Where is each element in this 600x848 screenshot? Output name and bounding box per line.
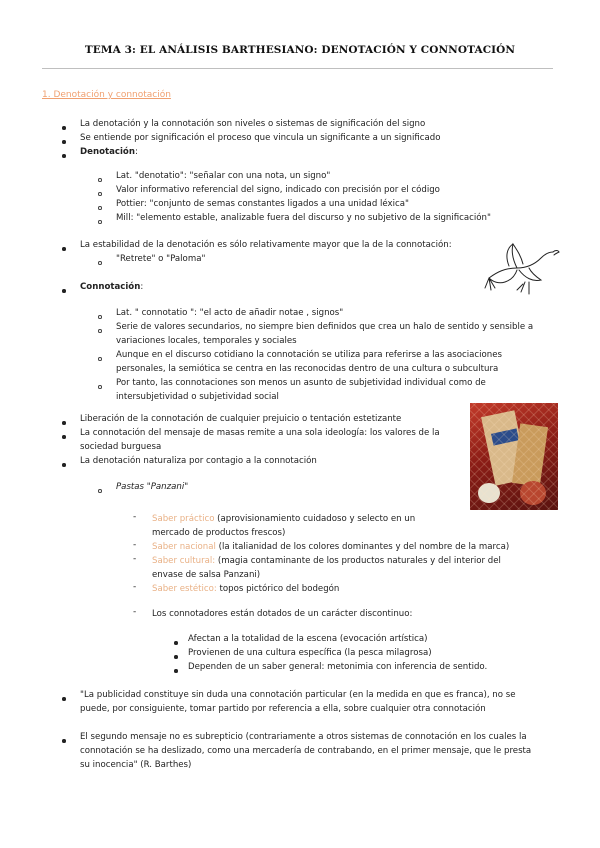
bullet (62, 289, 66, 293)
quote-line: su inocencia" (R. Barthes) (80, 760, 192, 770)
quote-line: "La publicidad constituye sin duda una connotación particular (en la medida en que es franca), no se (80, 690, 516, 700)
list-item: Pastas "Panzani" (116, 482, 189, 492)
dash-bullet: - (133, 607, 137, 617)
sub-bullet (98, 261, 102, 265)
saber-label: Saber estético: (152, 584, 217, 594)
sub-bullet (98, 192, 102, 196)
list-item: Provienen de una cultura específica (la pesca milagrosa) (188, 648, 432, 658)
quote-line: puede, por consiguiente, tomar partido por referencia a ella, sobre cualquier otra connotación (80, 704, 486, 714)
bullet (62, 126, 66, 130)
list-item: Dependen de un saber general: metonimia con inferencia de sentido. (188, 662, 488, 672)
list-item: Los connotadores están dotados de un carácter discontinuo: (152, 609, 413, 619)
saber-label: Saber práctico (152, 514, 215, 524)
dash-bullet: - (133, 512, 137, 522)
bullet (62, 739, 66, 743)
list-item: La denotación naturaliza por contagio a la connotación (80, 456, 317, 466)
section-heading: 1. Denotación y connotación (42, 90, 171, 100)
sub-bullet (98, 315, 102, 319)
saber-label: Saber cultural: (152, 556, 216, 566)
dash-bullet: - (133, 554, 137, 564)
bullet (62, 140, 66, 144)
list-item: "Retrete" o "Paloma" (116, 254, 206, 264)
bullet (62, 463, 66, 467)
list-item: Mill: "elemento estable, analizable fuera del discurso y no subjetivo de la significación" (116, 213, 491, 223)
dove-drawing-icon (483, 238, 563, 298)
list-item: Liberación de la connotación de cualquier prejuicio o tentación estetizante (80, 414, 402, 424)
list-item (152, 540, 509, 554)
list-item-continued: personales, la semiótica se centra en las reconocidas dentro de una cultura o subcultura (116, 364, 499, 374)
colon: : (134, 147, 138, 157)
saber-text: (aprovisionamiento cuidadoso y selecto en un (214, 514, 416, 524)
panzani-photo-image (470, 403, 558, 510)
sub-bullet (98, 385, 102, 389)
bullet (174, 655, 178, 659)
title-divider (42, 68, 553, 69)
list-item: La connotación del mensaje de masas remite a una sola ideología: los valores de la (80, 428, 440, 438)
bullet (62, 697, 66, 701)
bullet (62, 421, 66, 425)
connotacion-label: Connotación (80, 282, 141, 292)
sub-bullet (98, 220, 102, 224)
list-item (80, 280, 143, 294)
bullet (174, 641, 178, 645)
list-item: Lat. "denotatio": "señalar con una nota, un signo" (116, 171, 331, 181)
sub-bullet (98, 357, 102, 361)
quote-line: connotación se ha deslizado, como una mercadería de contrabando, en el primer mensaje, que le presta (80, 746, 532, 756)
list-item (152, 512, 415, 526)
quote-line: El segundo mensaje no es subrepticio (contrariamente a otros sistemas de connotación en los cuales la (80, 732, 527, 742)
list-item: Serie de valores secundarios, no siempre bien definidos que crea un halo de sentido y sensible a (116, 322, 534, 332)
saber-text: (magia contaminante de los productos naturales y del interior del (215, 556, 501, 566)
list-item-continued: variaciones locales, temporales y sociales (116, 336, 297, 346)
list-item-continued: mercado de productos frescos) (152, 528, 286, 538)
list-item: Se entiende por significación el proceso que vincula un significante a un significado (80, 133, 441, 143)
list-item-continued: sociedad burguesa (80, 442, 162, 452)
list-item (152, 554, 501, 568)
sub-bullet (98, 206, 102, 210)
bullet (174, 669, 178, 673)
dash-bullet: - (133, 540, 137, 550)
bullet (62, 154, 66, 158)
list-item: Aunque en el discurso cotidiano la connotación se utiliza para referirse a las asociaciones (116, 350, 502, 360)
list-item: La denotación y la connotación son niveles o sistemas de significación del signo (80, 119, 426, 129)
saber-text: (la italianidad de los colores dominantes y del nombre de la marca) (215, 542, 510, 552)
list-item: La estabilidad de la denotación es sólo relativamente mayor que la de la connotación: (80, 240, 452, 250)
bullet (62, 435, 66, 439)
list-item-continued: envase de salsa Panzani) (152, 570, 261, 580)
list-item: Por tanto, las connotaciones son menos un asunto de subjetividad individual como de (116, 378, 486, 388)
sub-bullet (98, 489, 102, 493)
saber-label: Saber nacional (152, 542, 216, 552)
list-item (80, 145, 138, 159)
saber-text: topos pictórico del bodegón (216, 584, 340, 594)
list-item-continued: intersubjetividad o subjetividad social (116, 392, 279, 402)
list-item: Lat. " connotatio ": "el acto de añadir notae , signos" (116, 308, 344, 318)
list-item: Afectan a la totalidad de la escena (evocación artística) (188, 634, 428, 644)
list-item (152, 582, 339, 596)
sub-bullet (98, 329, 102, 333)
list-item: Valor informativo referencial del signo, indicado con precisión por el código (116, 185, 440, 195)
list-item: Pottier: "conjunto de semas constantes ligados a una unidad léxica" (116, 199, 409, 209)
colon: : (140, 282, 144, 292)
denotacion-label: Denotación (80, 147, 135, 157)
sub-bullet (98, 178, 102, 182)
bullet (62, 247, 66, 251)
dash-bullet: - (133, 582, 137, 592)
page-title: TEMA 3: EL ANÁLISIS BARTHESIANO: DENOTACIÓN Y CONNOTACIÓN (84, 44, 516, 56)
